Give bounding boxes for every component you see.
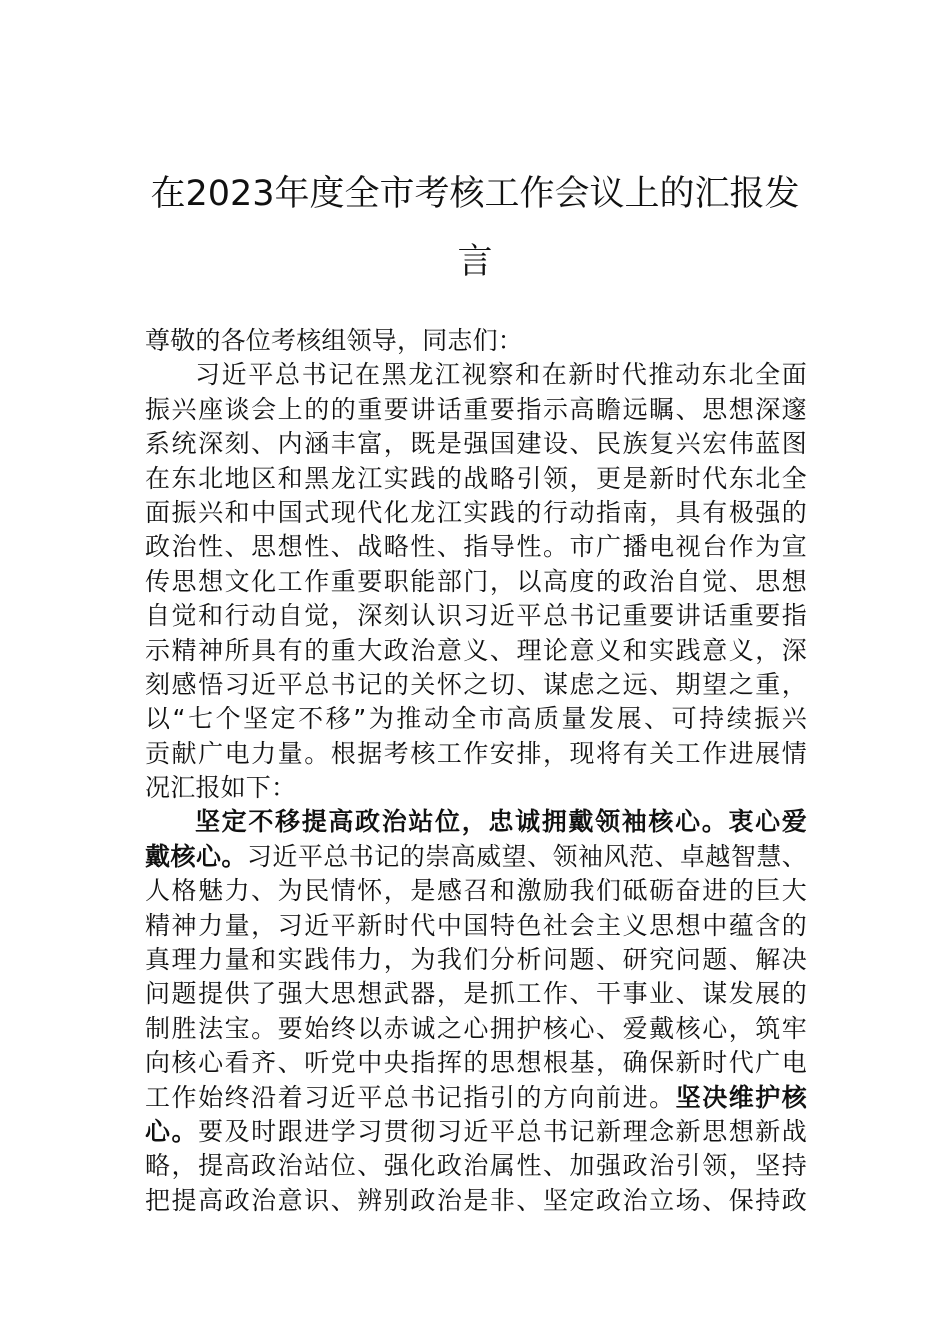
subheading-bold: 戴核心。 [145, 841, 247, 871]
paragraph-line: 刻感悟习近平总书记的关怀之切、谋虑之远、期望之重， [145, 669, 807, 699]
title-line-1: 在2023年度全市考核工作会议上的汇报发 [150, 174, 800, 214]
subheading-bold: 坚决维护核 [675, 1082, 807, 1112]
paragraph-line: 习近平总书记在黑龙江视察和在新时代推动东北全面 [195, 360, 807, 390]
paragraph-text: 要及时跟进学习贯彻习近平总书记新理念新思想新战 [198, 1116, 807, 1146]
salutation: 尊敬的各位考核组领导，同志们： [145, 326, 524, 355]
paragraph-line: 制胜法宝。要始终以赤诚之心拥护核心、爱戴核心，筑牢 [145, 1013, 807, 1043]
paragraph-text: 工作始终沿着习近平总书记指引的方向前进。 [145, 1082, 676, 1112]
paragraph-line: 面振兴和中国式现代化龙江实践的行动指南，具有极强的 [145, 497, 807, 527]
paragraph-line: 传思想文化工作重要职能部门，以高度的政治自觉、思想 [145, 566, 807, 596]
paragraph-line [145, 1081, 807, 1115]
paragraph-line: 真理力量和实践伟力，为我们分析问题、研究问题、解决 [145, 945, 807, 975]
paragraph-line [145, 1115, 807, 1149]
paragraph-line: 贡献广电力量。根据考核工作安排，现将有关工作进展情 [145, 738, 807, 768]
document-body [145, 324, 807, 1218]
subheading-bold: 心。 [145, 1116, 199, 1146]
document-title [140, 160, 810, 296]
paragraph-line: 政治性、思想性、战略性、指导性。市广播电视台作为宣 [145, 532, 807, 562]
paragraph-line: 示精神所具有的重大政治意义、理论意义和实践意义，深 [145, 635, 807, 665]
paragraph-line: 以“七个坚定不移”为推动全市高质量发展、可持续振兴 [145, 704, 807, 734]
paragraph-line: 系统深刻、内涵丰富，既是强国建设、民族复兴宏伟蓝图 [145, 429, 807, 459]
title-line-2: 言 [457, 242, 493, 282]
paragraph-line: 自觉和行动自觉，深刻认识习近平总书记重要讲话重要指 [145, 601, 807, 631]
paragraph-line: 振兴座谈会上的的重要讲话重要指示高瞻远瞩、思想深邃 [145, 394, 807, 424]
paragraph-line [145, 840, 807, 874]
paragraph-line: 问题提供了强大思想武器，是抓工作、干事业、谋发展的 [145, 979, 807, 1009]
section-heading: 坚定不移提高政治站位，忠诚拥戴领袖核心。衷心爱 [195, 807, 807, 837]
paragraph-text: 习近平总书记的崇高威望、领袖风范、卓越智慧、 [246, 841, 807, 871]
paragraph-line: 在东北地区和黑龙江实践的战略引领，更是新时代东北全 [145, 463, 807, 493]
paragraph-line: 略，提高政治站位、强化政治属性、加强政治引领，坚持 [145, 1151, 807, 1181]
paragraph-line: 精神力量，习近平新时代中国特色社会主义思想中蕴含的 [145, 910, 807, 940]
paragraph-line: 人格魅力、为民情怀，是感召和激励我们砥砺奋进的巨大 [145, 876, 807, 906]
paragraph-line: 况汇报如下： [145, 773, 297, 803]
paragraph-line: 把提高政治意识、辨别政治是非、坚定政治立场、保持政 [145, 1185, 807, 1215]
paragraph-line: 向核心看齐、听党中央指挥的思想根基，确保新时代广电 [145, 1048, 807, 1078]
